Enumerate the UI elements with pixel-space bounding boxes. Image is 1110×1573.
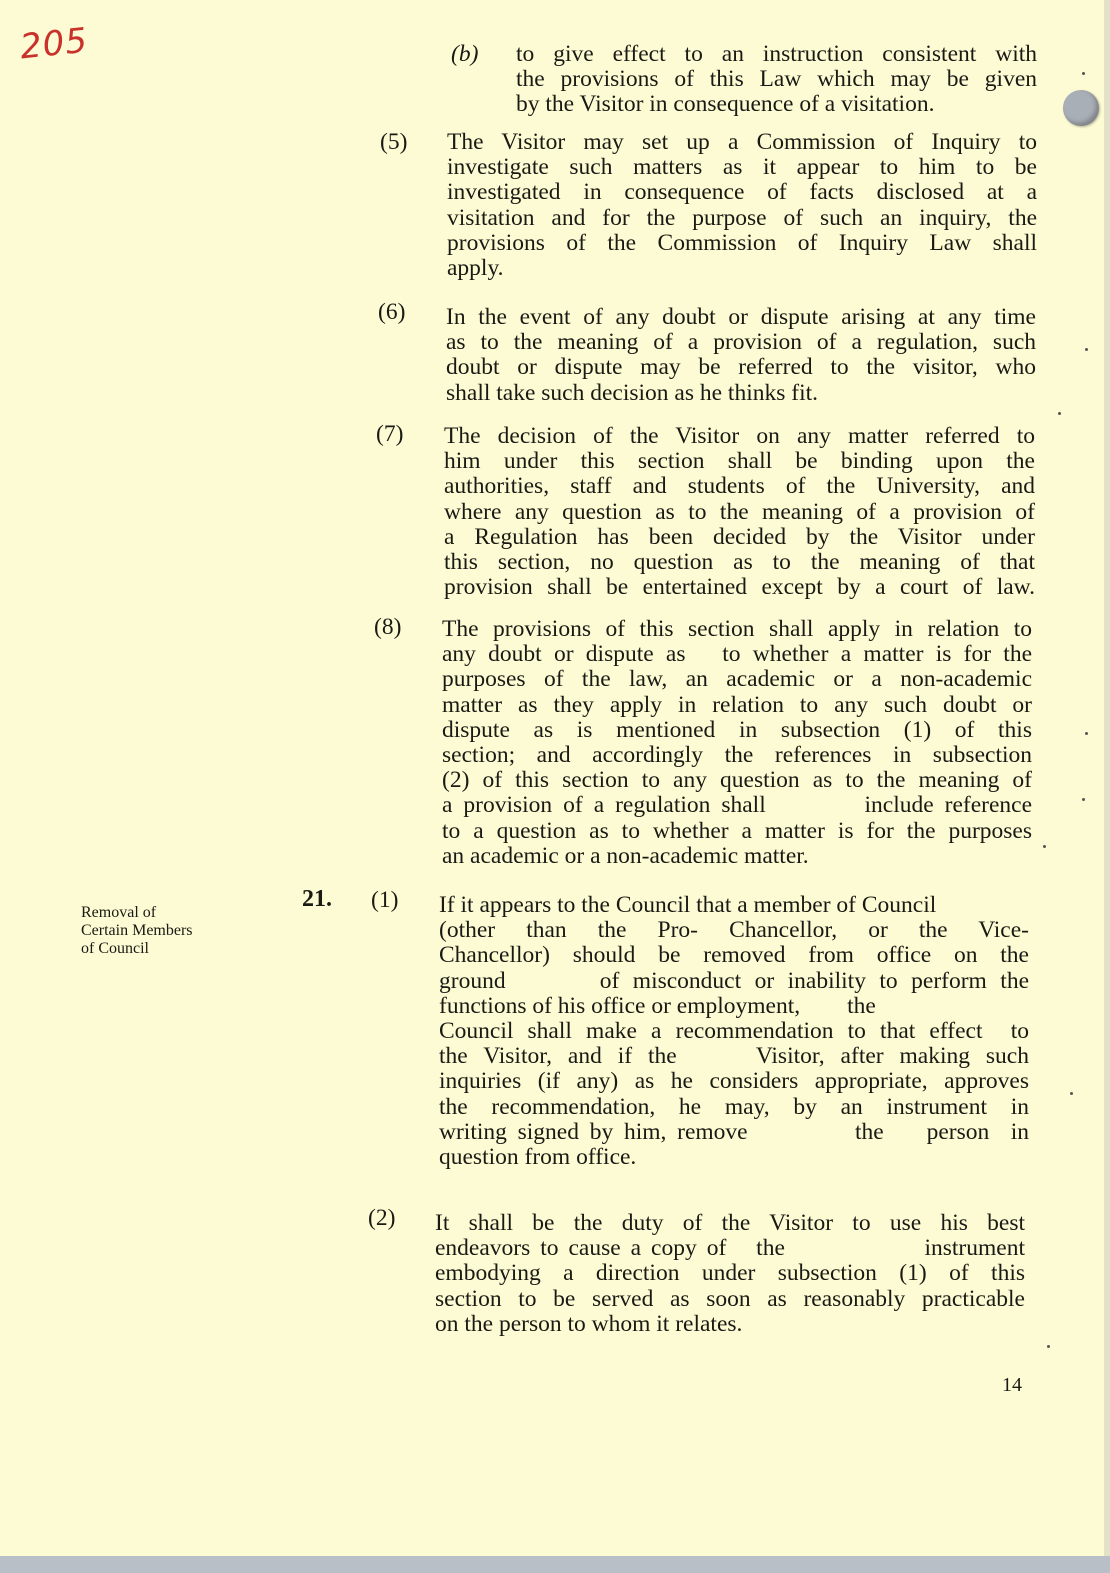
text-line: visitation and for the purpose of such an inquiry, the xyxy=(447,204,1037,231)
section-number: 21. xyxy=(302,886,332,912)
text-line: purposes of the law, an academic or a non-academic xyxy=(442,666,1032,693)
scan-speck xyxy=(1082,72,1085,75)
text-line: a provision of a regulation shall include reference xyxy=(442,792,1032,819)
scan-speck xyxy=(1058,412,1061,415)
marginal-note xyxy=(81,904,193,958)
text-line: as to the meaning of a provision of a regulation, such xyxy=(446,329,1036,356)
text-line: embodying a direction under subsection (1) of this xyxy=(435,1260,1025,1287)
text-line: by the Visitor in consequence of a visitation. xyxy=(516,91,935,118)
text-line: Chancellor) should be removed from office on the xyxy=(439,942,1029,969)
text-line: In the event of any doubt or dispute arising at any time xyxy=(446,304,1036,330)
scan-speck xyxy=(1047,1345,1050,1348)
paragraph-7 xyxy=(444,424,1035,600)
text-line: functions of his office or employment, the xyxy=(439,992,876,1019)
text-line: apply. xyxy=(447,255,504,282)
text-line: section to be served as soon as reasonably practicable xyxy=(435,1285,1025,1312)
text-line: (other than the Pro- Chancellor, or the Vice- xyxy=(439,917,1029,944)
page-edge xyxy=(1104,0,1110,1556)
text-line: The Visitor may set up a Commission of Inquiry to xyxy=(447,129,1037,155)
scan-speck xyxy=(1085,348,1088,351)
scan-speck xyxy=(1043,845,1046,848)
paragraph-8 xyxy=(442,617,1032,869)
text-line: any doubt or dispute as to whether a matter is for the xyxy=(442,641,1032,668)
paragraph-label-b: (b) xyxy=(451,41,479,67)
paragraph-b xyxy=(516,42,1037,118)
scan-speck xyxy=(1082,798,1085,801)
text-line: an academic or a non-academic matter. xyxy=(442,842,809,869)
text-line: shall take such decision as he thinks fit. xyxy=(446,379,819,406)
marginal-note-line: Removal of xyxy=(81,904,157,921)
text-line: question from office. xyxy=(439,1144,637,1171)
page-number: 14 xyxy=(1002,1374,1022,1396)
paragraph-label-7: (7) xyxy=(376,421,404,447)
text-line: doubt or dispute may be referred to the visitor, who xyxy=(446,354,1036,381)
paragraph-label-21-1: (1) xyxy=(371,887,399,913)
text-line: to a question as to whether a matter is for the purposes xyxy=(442,817,1032,844)
paragraph-label-21-2: (2) xyxy=(368,1205,396,1231)
paragraph-label-6: (6) xyxy=(378,299,406,325)
punch-hole-icon xyxy=(1063,90,1099,126)
text-line: provisions of the Commission of Inquiry Law shall xyxy=(447,229,1037,256)
paragraph-5 xyxy=(447,130,1037,281)
marginal-note-line: of Council xyxy=(81,940,149,957)
text-line: It shall be the duty of the Visitor to use his best xyxy=(435,1210,1025,1236)
paragraph-21-1 xyxy=(439,893,1029,1170)
text-line: the Visitor, and if the Visitor, after making such xyxy=(439,1043,1029,1070)
text-line: provision shall be entertained except by a court of law. xyxy=(444,574,1035,601)
text-line: the provisions of this Law which may be given xyxy=(516,66,1037,93)
text-line: him under this section shall be binding upon the xyxy=(444,448,1035,475)
text-line: section; and accordingly the references in subsection xyxy=(442,742,1032,769)
text-line: matter as they apply in relation to any such doubt or xyxy=(442,691,1032,718)
text-line: dispute as is mentioned in subsection (1) of this xyxy=(442,716,1032,743)
paragraph-label-8: (8) xyxy=(374,614,402,640)
text-line: The decision of the Visitor on any matter referred to xyxy=(444,423,1035,449)
text-line: Council shall make a recommendation to that effect to xyxy=(439,1018,1029,1045)
scan-speck xyxy=(1070,1092,1073,1095)
paragraph-label-5: (5) xyxy=(380,129,408,155)
scanner-bed xyxy=(0,1556,1110,1573)
text-line: on the person to whom it relates. xyxy=(435,1310,743,1337)
paragraph-6 xyxy=(446,305,1036,406)
text-line: ground of misconduct or inability to perform the xyxy=(439,967,1029,994)
text-line: the recommendation, he may, by an instrument in xyxy=(439,1093,1029,1120)
text-line: where any question as to the meaning of a provision of xyxy=(444,498,1035,525)
text-line: authorities, staff and students of the University, and xyxy=(444,473,1035,500)
text-line: If it appears to the Council that a member of Council xyxy=(439,892,937,918)
handwritten-page-number: 205 xyxy=(18,20,90,68)
text-line: (2) of this section to any question as to the meaning of xyxy=(442,767,1032,794)
text-line: this section, no question as to the meaning of that xyxy=(444,549,1035,576)
text-line: investigated in consequence of facts disclosed at a xyxy=(447,179,1037,206)
paragraph-21-2 xyxy=(435,1211,1025,1337)
scan-speck xyxy=(1085,732,1088,735)
text-line: a Regulation has been decided by the Visitor under xyxy=(444,523,1035,550)
text-line: to give effect to an instruction consistent with xyxy=(516,41,1037,67)
text-line: endeavors to cause a copy of the instrument xyxy=(435,1235,1025,1262)
text-line: writing signed by him, remove the person in xyxy=(439,1118,1029,1145)
text-line: investigate such matters as it appear to him to be xyxy=(447,154,1037,181)
text-line: The provisions of this section shall apply in relation to xyxy=(442,616,1032,642)
text-line: inquiries (if any) as he considers appropriate, approves xyxy=(439,1068,1029,1095)
marginal-note-line: Certain Members xyxy=(81,922,193,939)
